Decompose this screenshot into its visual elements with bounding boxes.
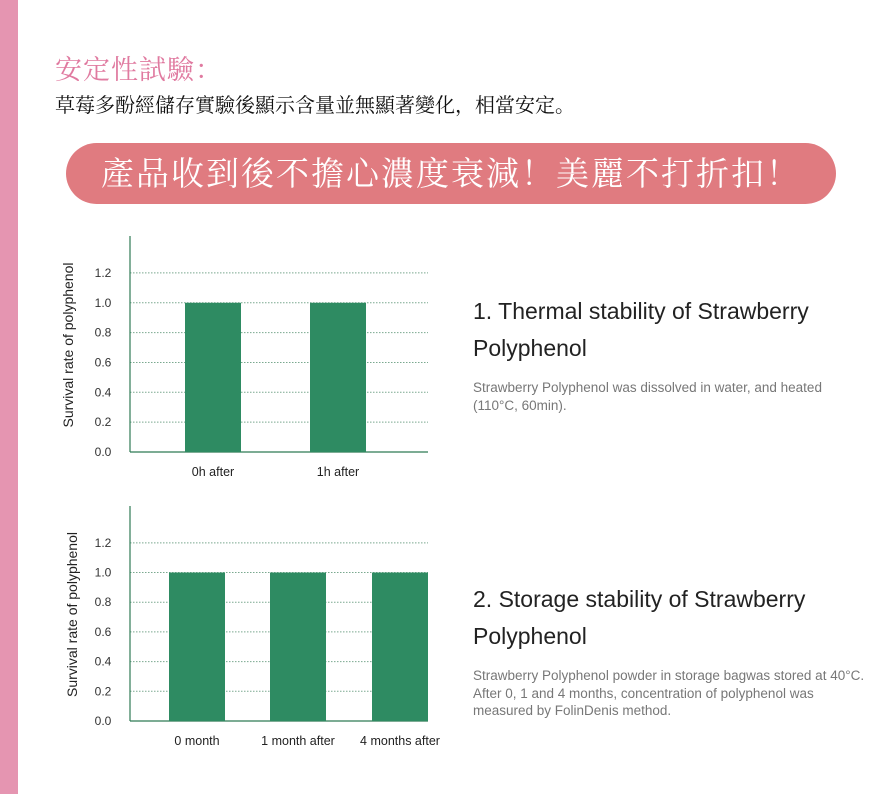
page-subtitle: 草莓多酚經儲存實驗後顯示含量並無顯著變化，相當安定。 (55, 93, 575, 117)
x-category-label: 1 month after (261, 734, 335, 748)
storage-description-title: 2. Storage stability of Strawberry Polyphenol (473, 586, 806, 649)
y-tick-label: 0.6 (94, 355, 112, 370)
y-axis-label: Survival rate of polyphenol (60, 262, 76, 428)
x-category-label: 1h after (316, 465, 360, 479)
thermal-description-title: 1. Thermal stability of Strawberry Polyphenol (473, 298, 809, 361)
y-tick-label: 0.2 (94, 684, 112, 699)
x-category-label: 0h after (191, 465, 235, 479)
thermal-description-body: Strawberry Polyphenol was dissolved in water, and heated (110°C, 60min). (473, 380, 822, 413)
y-tick-label: 0.0 (94, 445, 112, 459)
y-axis-label: Survival rate of polyphenol (64, 532, 80, 697)
y-tick-label: 0.6 (94, 624, 112, 639)
page-title: 安定性試驗： (55, 55, 223, 86)
bar (185, 303, 241, 452)
y-tick-label: 0.2 (94, 415, 112, 430)
y-tick-label: 1.2 (94, 535, 112, 550)
y-tick-label: 0.4 (94, 385, 112, 400)
y-tick-label: 1.0 (94, 295, 112, 310)
bar (372, 573, 428, 721)
storage-description (473, 581, 868, 720)
bar (169, 573, 225, 721)
x-category-label: 4 months after (360, 734, 440, 748)
storage-stability-chart (0, 500, 460, 760)
thermal-description (473, 293, 868, 414)
x-category-label: 0 month (174, 734, 220, 748)
promo-banner: 產品收到後不擔心濃度衰減！美麗不打折扣！ (66, 143, 836, 204)
y-tick-label: 1.0 (94, 565, 112, 580)
y-tick-label: 0.0 (94, 714, 112, 728)
thermal-stability-chart (0, 228, 460, 488)
bar (310, 303, 366, 452)
storage-description-body: Strawberry Polyphenol powder in storage bagwas stored at 40°C. After 0, 1 and 4 months, concentration of polyphenol was measured by FolinDenis method. (473, 668, 865, 718)
y-tick-label: 0.8 (94, 595, 112, 610)
bar (270, 573, 326, 721)
y-tick-label: 0.4 (94, 654, 112, 669)
y-tick-label: 1.2 (94, 265, 112, 280)
y-tick-label: 0.8 (94, 325, 112, 340)
